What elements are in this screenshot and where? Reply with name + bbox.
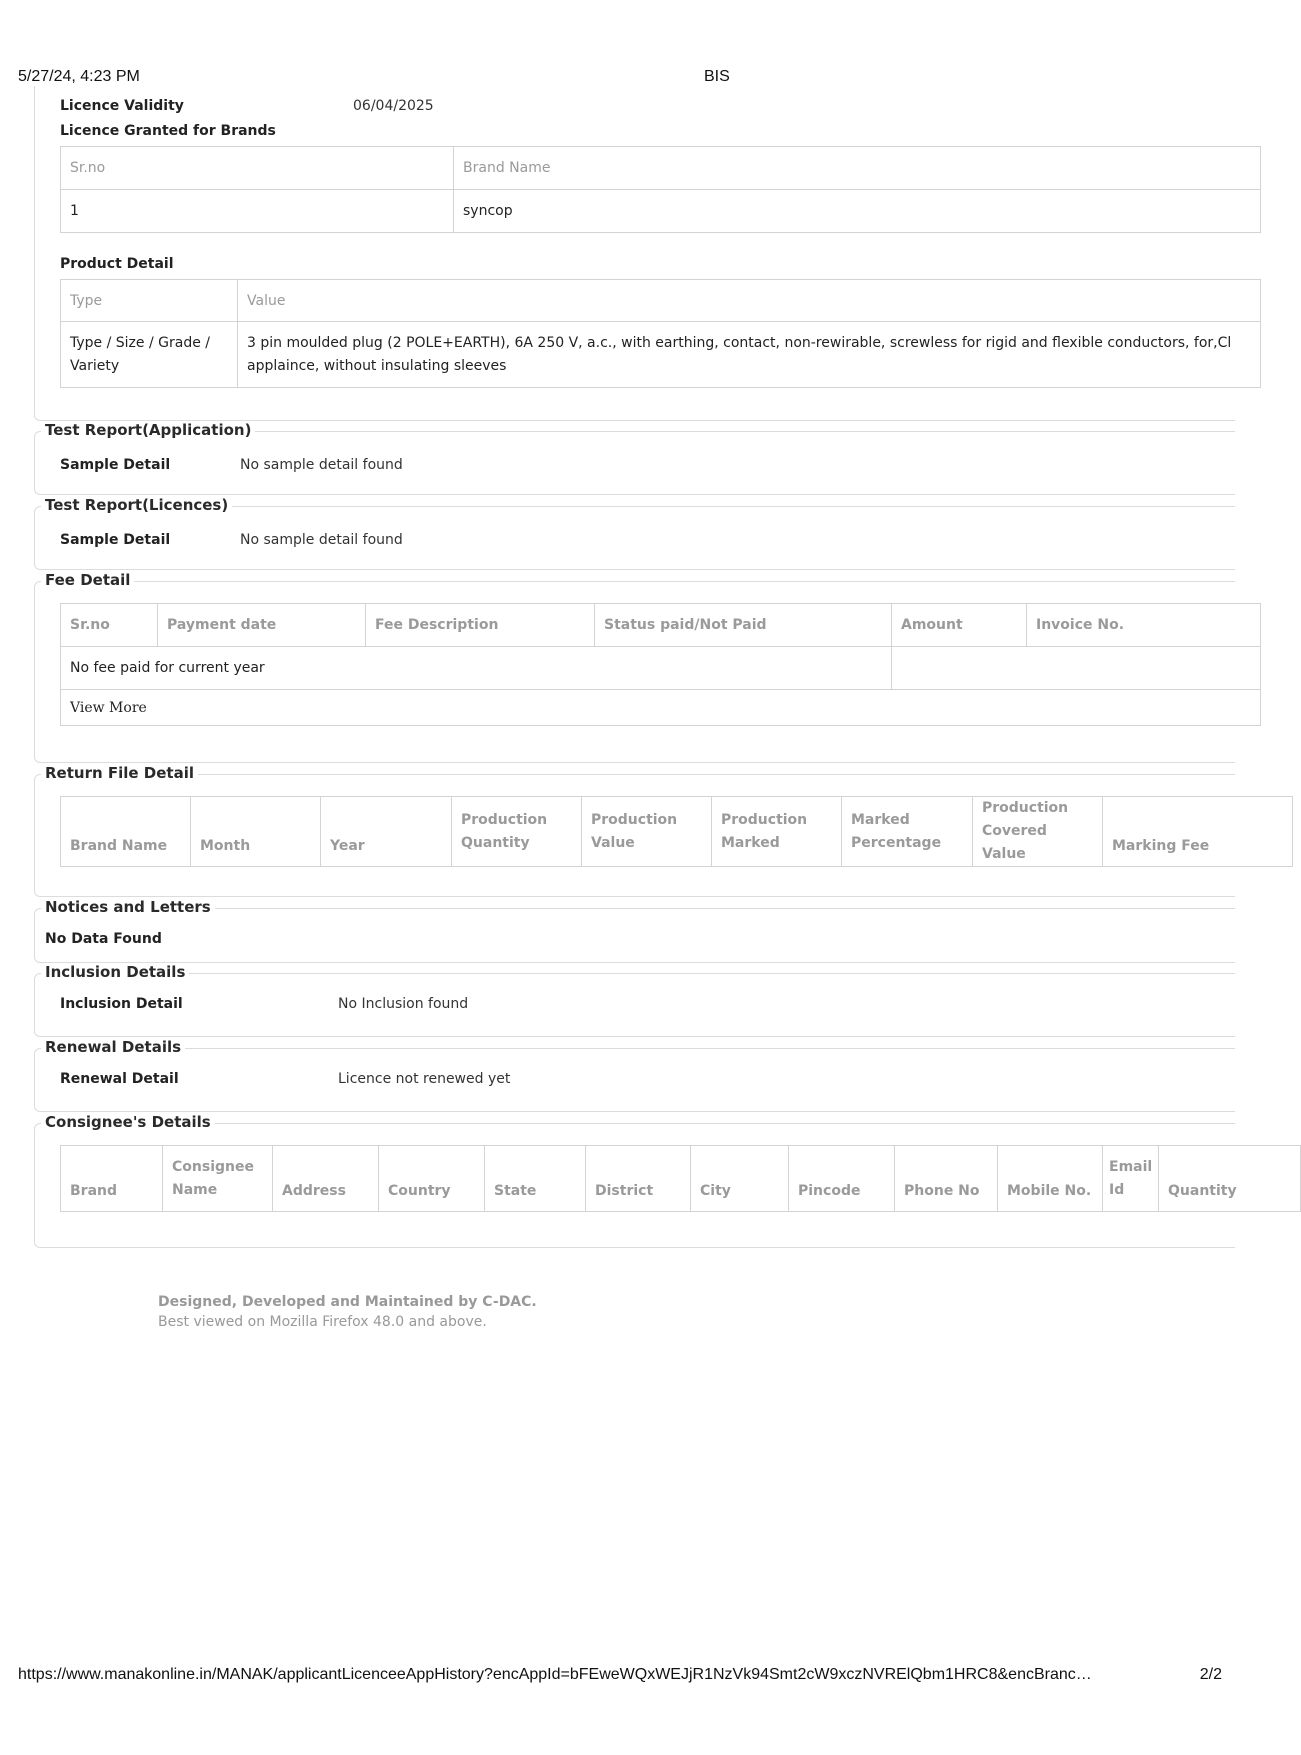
print-url: https://www.manakonline.in/MANAK/applicantLicenceeAppHistory?encAppId=bFEweWQxWEJjR1NzVk94Smt2cW9xczNVRElQbm1HRC8&encBranc… — [18, 1666, 1092, 1683]
inclusion-detail-value: No Inclusion found — [338, 996, 469, 1012]
notices-panel — [34, 898, 1235, 963]
print-title: BIS — [704, 68, 730, 85]
brands-header-srno: Sr.no — [61, 147, 454, 190]
return-file-table — [60, 796, 1293, 867]
consignee-legend: Consignee's Details — [41, 1113, 215, 1131]
print-footer — [18, 1666, 1222, 1686]
consignee-header-state: State — [485, 1146, 586, 1212]
consignee-header-pincode: Pincode — [789, 1146, 895, 1212]
consignee-header-address: Address — [273, 1146, 379, 1212]
table-row — [61, 322, 1261, 388]
consignee-header-phone: Phone No — [895, 1146, 998, 1212]
site-footer-browser-note: Best viewed on Mozilla Firefox 48.0 and above. — [158, 1314, 487, 1330]
return-header-production-marked: Production Marked — [712, 797, 842, 867]
product-cell-type: Type / Size / Grade / Variety — [61, 322, 238, 388]
test-report-licences-panel — [34, 496, 1235, 570]
table-row — [61, 690, 1261, 726]
product-header-type: Type — [61, 280, 238, 322]
consignee-header-mobile: Mobile No. — [998, 1146, 1103, 1212]
licence-validity-label: Licence Validity — [60, 98, 184, 114]
return-header-marking-fee: Marking Fee — [1103, 797, 1293, 867]
consignee-header-quantity: Quantity — [1159, 1146, 1301, 1212]
return-header-production-value: Production Value — [582, 797, 712, 867]
renewal-panel — [34, 1038, 1235, 1112]
fee-header-srno: Sr.no — [61, 604, 158, 647]
brands-header-brand-name: Brand Name — [454, 147, 1261, 190]
inclusion-legend: Inclusion Details — [41, 963, 189, 981]
product-cell-value: 3 pin moulded plug (2 POLE+EARTH), 6A 250 V, a.c., with earthing, contact, non-rewirable, screwless for rigid and flexible conductors, for,Cl applaince, without insulating sleeves — [238, 322, 1261, 388]
fee-header-payment-date: Payment date — [158, 604, 366, 647]
brands-table — [60, 146, 1261, 233]
product-detail-label: Product Detail — [60, 256, 174, 272]
test-report-application-legend: Test Report(Application) — [41, 421, 255, 439]
consignee-table — [60, 1145, 1301, 1212]
consignee-header-name: Consignee Name — [163, 1146, 273, 1212]
renewal-detail-value: Licence not renewed yet — [338, 1071, 511, 1087]
sample-detail-label: Sample Detail — [60, 457, 171, 473]
product-detail-table — [60, 279, 1261, 388]
inclusion-panel — [34, 963, 1235, 1037]
inclusion-detail-label: Inclusion Detail — [60, 996, 183, 1012]
product-header-value: Value — [238, 280, 1261, 322]
table-row — [61, 190, 1261, 233]
renewal-legend: Renewal Details — [41, 1038, 185, 1056]
notices-message: No Data Found — [45, 931, 162, 947]
consignee-header-city: City — [691, 1146, 789, 1212]
consignee-header-district: District — [586, 1146, 691, 1212]
test-report-licences-legend: Test Report(Licences) — [41, 496, 232, 514]
return-header-production-quantity: Production Quantity — [452, 797, 582, 867]
test-report-application-panel — [34, 421, 1235, 495]
fee-empty-cell — [892, 647, 1261, 690]
return-header-month: Month — [191, 797, 321, 867]
return-header-year: Year — [321, 797, 452, 867]
sample-detail-value: No sample detail found — [240, 532, 403, 548]
print-page-number: 2/2 — [1199, 1666, 1222, 1683]
return-file-legend: Return File Detail — [41, 764, 198, 782]
sample-detail-label: Sample Detail — [60, 532, 171, 548]
renewal-detail-label: Renewal Detail — [60, 1071, 179, 1087]
fee-header-description: Fee Description — [366, 604, 595, 647]
brands-cell-srno: 1 — [61, 190, 454, 233]
return-header-production-covered-value: Production Covered Value — [973, 797, 1103, 867]
fee-view-more-cell — [61, 690, 1261, 726]
view-more-link[interactable]: View More — [70, 699, 147, 716]
fee-header-amount: Amount — [892, 604, 1027, 647]
consignee-header-country: Country — [379, 1146, 485, 1212]
site-footer-credit: Designed, Developed and Maintained by C-DAC. — [158, 1294, 537, 1310]
fee-header-status: Status paid/Not Paid — [595, 604, 892, 647]
sample-detail-value: No sample detail found — [240, 457, 403, 473]
licence-validity-value: 06/04/2025 — [353, 98, 434, 114]
fee-detail-legend: Fee Detail — [41, 571, 134, 589]
consignee-header-brand: Brand — [61, 1146, 163, 1212]
consignee-header-email: Email Id — [1103, 1146, 1159, 1212]
fee-header-invoice-no: Invoice No. — [1027, 604, 1261, 647]
notices-legend: Notices and Letters — [41, 898, 215, 916]
brands-cell-brand-name: syncop — [454, 190, 1261, 233]
table-row — [61, 647, 1261, 690]
return-header-marked-percentage: Marked Percentage — [842, 797, 973, 867]
print-datetime: 5/27/24, 4:23 PM — [18, 68, 140, 85]
fee-detail-table — [60, 603, 1261, 726]
licence-brands-label: Licence Granted for Brands — [60, 123, 276, 139]
fee-empty-message: No fee paid for current year — [61, 647, 892, 690]
return-header-brand-name: Brand Name — [61, 797, 191, 867]
